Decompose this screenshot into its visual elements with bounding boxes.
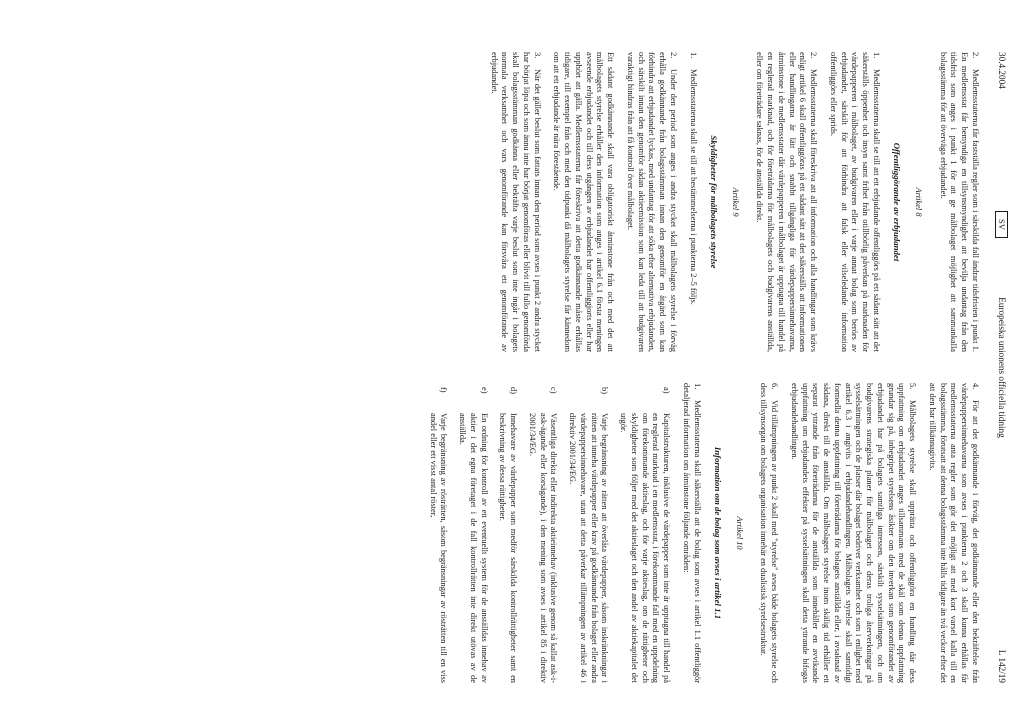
right-column [419,383,980,683]
list-item: a) Kapitalstrukturen, inklusive de värdepapper som inte är upptagna till handel på en reglerad marknad i en medlemsstat, i förekommande fall med en uppdelning om förekommande aktieslag, och för varje aktieslag, om de rättigheter och skyldigheter som följer med det aktieslaget och den andel av aktiekapitalet det utgör. [619,387,672,683]
article-title: Information om de bolag som avses i artikel 1.1 [713,446,723,620]
article-number: Artikel 9 [730,187,740,217]
page-header [992,52,1008,683]
paragraph: 2.Medlemsstaterna får fastställa regler som i särskilda fall ändrar tidsfristen i punkt 1. En medlemsstat får bemyndiga en tillsynsmyndighet att bevilja undantag från den tidsfrist som anges i punkt 1 för att ge målbolaget möjlighet att sammankalla bolagsstämma för att överväga erbjudandet. [938,52,980,352]
journal-title: Europeiska unionens officiella tidning [997,297,1007,438]
article-title: Offentliggörande av erbjudandet [892,142,903,262]
article-number: Artikel 10 [734,516,744,550]
paragraph: 4.För att det godkännande i förväg, det godkännande eller den bekräftelse från värdepappersinnehavarna som avses i punkterna 2 och 3 skall kunna erhållas får medlemsstaterna anta regler som gör det möjligt att med kort varsel kalla till en bolagsstämma, förutsatt att denna bolagsstämma inte hålls tidigare än två veckor efter det att den har tillkännagivits. [928,383,980,683]
paragraph: 1.Medlemsstaterna skall säkerställa att de bolag som avses i artikel 1.1 offentliggör detaljerad information om åtminstone följande områden: [682,383,702,683]
paragraph: 1.Medlemsstaterna skall se till att ett erbjudande offentliggörs på ett sådant sätt att det säkerställs öppenhet och insyn samt frihet från otillbörlig påverkan på marknaden för värdepapperen i målbolaget, av budgivaren eller i varje annat bolag som berörs av erbjudandet, särskilt för att förhindra att falsk eller vilseledande information offentliggörs eller sprids. [829,52,881,352]
publication-date: 30.4.2004 [997,52,1007,89]
paragraph: Ett sådant godkännande skall vara obligatoriskt åtminstone från och med det att målbolagets styrelse erhåller den information som anges i artikel 6.1 första meningen avseende erbjudandet och till dess utgången av erbjudandet har offentliggjorts eller har upphört att gälla. Medlemsstaterna får föreskriva att detta godkännande måste erhållas tidigare, till exempel från och med den tidpunkt då målbolagets styrelse får kännedom om att ett erbjudande är nära förestående. [552,52,616,352]
paragraph: 2.Medlemsstaterna skall föreskriva att all information och alla handlingar som krävs enligt artikel 6 skall offentliggöras på ett sådant sätt att det säkerställs att informationen eller handlingarna är lätt och snabbt tillgängliga för värdepappersinnehavarna, åtminstone i de medlemsstater där värdepapperen i målbolaget är upptagna till handel på en reglerad marknad, och för företrädarna för målbolagets och budgivarens anställda, eller om företrädare saknas, för de anställda direkt. [755,52,819,352]
language-code-badge: SV [995,211,1008,238]
paragraph: 1.Medlemsstaterna skall se till att bestämmelserna i punkterna 2–5 följs. [688,52,698,305]
paragraph: 5.Målbolagets styrelse skall upprätta och offentliggöra en handling där dess uppfattning om erbjudandet anges tillsammans med de skäl som denna uppfattning grundar sig på, inbegripet styrelsens åsikter om den inverkan som genomförandet av erbjudandet har på bolagets samtliga intressen, särskilt sysselsättningen, och om budgivarens strategiska planer för målbolaget och deras troliga återverkningar på sysselsättningen och de platser där bolaget bedriver verksamhet och som i enlighet med artikel 6.3 i angivits i erbjudandehandlingen. Målbolagets styrelse skall samtidigt formedla denna uppfattning till företrädarna för bolagets anställda eller, i avsaknad av sådana, direkt till de anställda. Om målbolagets styrelse inom skälig tid erhåller ett separat yttrande från företrädarna för de anställda som innehåller en avvikande uppfattning om erbjudandets effekter på sysselsättningen skall detta yttrande bifogas erbjudandehandlingen. [790,383,918,683]
paragraph: 6.Vid tillämpningen av punkt 2 skall med "styrelse" avses både bolagets styrelse och dess tillsynsorgan om bolagets organisation innebär en dualistisk styrelsestruktur. [759,383,780,683]
paragraph: 3.När det gäller beslut som fattats innan den period som avses i punkt 2 andra stycket har börjat löpa och som ännu inte har börjat genomföras eller blivit till fullo genomförda skall bolagsstämman godkänna eller bekräfta varje beslut som inte ingår i bolagets normala verksamhet och vars genomförande kan försvåra ett genomförande av erbjudandet. [489,52,542,352]
list-item: d) Innehavare av värdepapper som medför särskilda kontrollrättigheter samt en beskrivning av dessa rättigheter. [498,387,519,683]
paragraph: 2.Under den period som anges i andra stycket skall målbolagets styrelse i förväg erhålla godkännande från bolagsstämman innan den genomför en åtgärd som kan förhindra att erbjudandet lyckas, med undantag för att söka efter alternativa erbjudanden, och särskilt innan den genomför sådan aktieemission som kan leda till att budgivaren varaktigt hindras från att få kontroll över målbolaget. [626,52,678,352]
list-item: c) Väsentliga direkta eller indirekta aktieinnehav (inklusive genom så kallat ask-i-ask-ägande eller korsägande), i den mening som avses i artikel 85 i direktiv 2001/34/EG. [528,387,559,683]
list-item: b) Varje begränsning av rätten att överlåta värdepapper, såsom inskränkningar i rätten att inneha värdepapper eller krav på godkännande från bolaget eller andra värdepappersinnehavare, utan att detta påverkar tillämpningen av artikel 46 i direktiv 2001/34/EG. [568,387,610,683]
article-number: Artikel 8 [914,187,923,217]
list-item: e) En ordning för kontroll av ett eventuellt system för de anställdas innehav av aktier i det egna företaget i de fall kontrollrätten inte direkt utövas av de anställda. [458,387,489,683]
article-title: Skyldigheter för målbolagets styrelse [709,135,719,269]
page-reference: L 142/19 [997,649,1007,683]
list-item: f) Varje begränsning av rösträtten, såsom begränsningar av rösträtten till en viss andel eller ett visst antal röster, [428,387,449,683]
left-column [479,52,980,352]
